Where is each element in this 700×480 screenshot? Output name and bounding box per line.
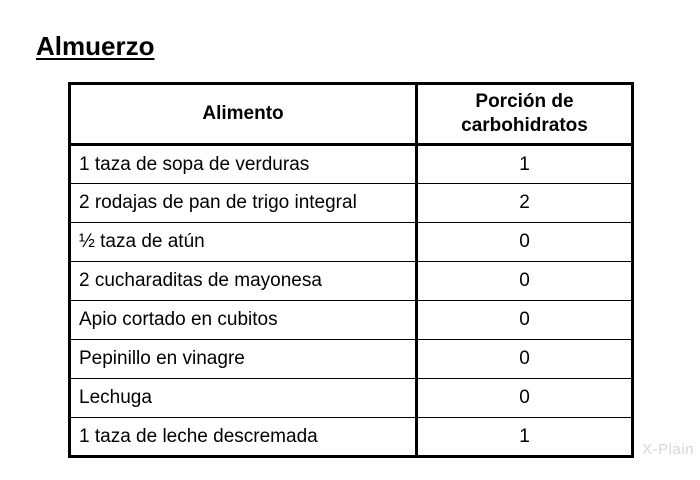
food-cell: 2 cucharaditas de mayonesa [70,262,417,301]
header-portion: Porción de carbohidratos [417,84,633,145]
portion-cell: 1 [417,418,633,457]
portion-cell: 2 [417,184,633,223]
food-cell: 1 taza de sopa de verduras [70,145,417,184]
table-row [70,223,633,262]
page-title: Almuerzo [36,31,155,61]
portion-cell: 0 [417,262,633,301]
portion-cell: 0 [417,379,633,418]
portion-cell: 0 [417,340,633,379]
portion-cell: 0 [417,223,633,262]
table-row [70,340,633,379]
table-row [70,418,633,457]
table-row [70,184,633,223]
x-plain-watermark: X-Plain [642,441,694,458]
food-cell: ½ taza de atún [70,223,417,262]
table-row [70,262,633,301]
table-row [70,301,633,340]
portion-cell: 0 [417,301,633,340]
table-row [70,379,633,418]
food-cell: Pepinillo en vinagre [70,340,417,379]
table-header-row [70,84,633,145]
food-cell: 2 rodajas de pan de trigo integral [70,184,417,223]
carbohydrate-table [68,82,634,458]
header-food: Alimento [70,84,417,145]
table-row [70,145,633,184]
food-cell: 1 taza de leche descremada [70,418,417,457]
portion-cell: 1 [417,145,633,184]
food-cell: Apio cortado en cubitos [70,301,417,340]
food-cell: Lechuga [70,379,417,418]
